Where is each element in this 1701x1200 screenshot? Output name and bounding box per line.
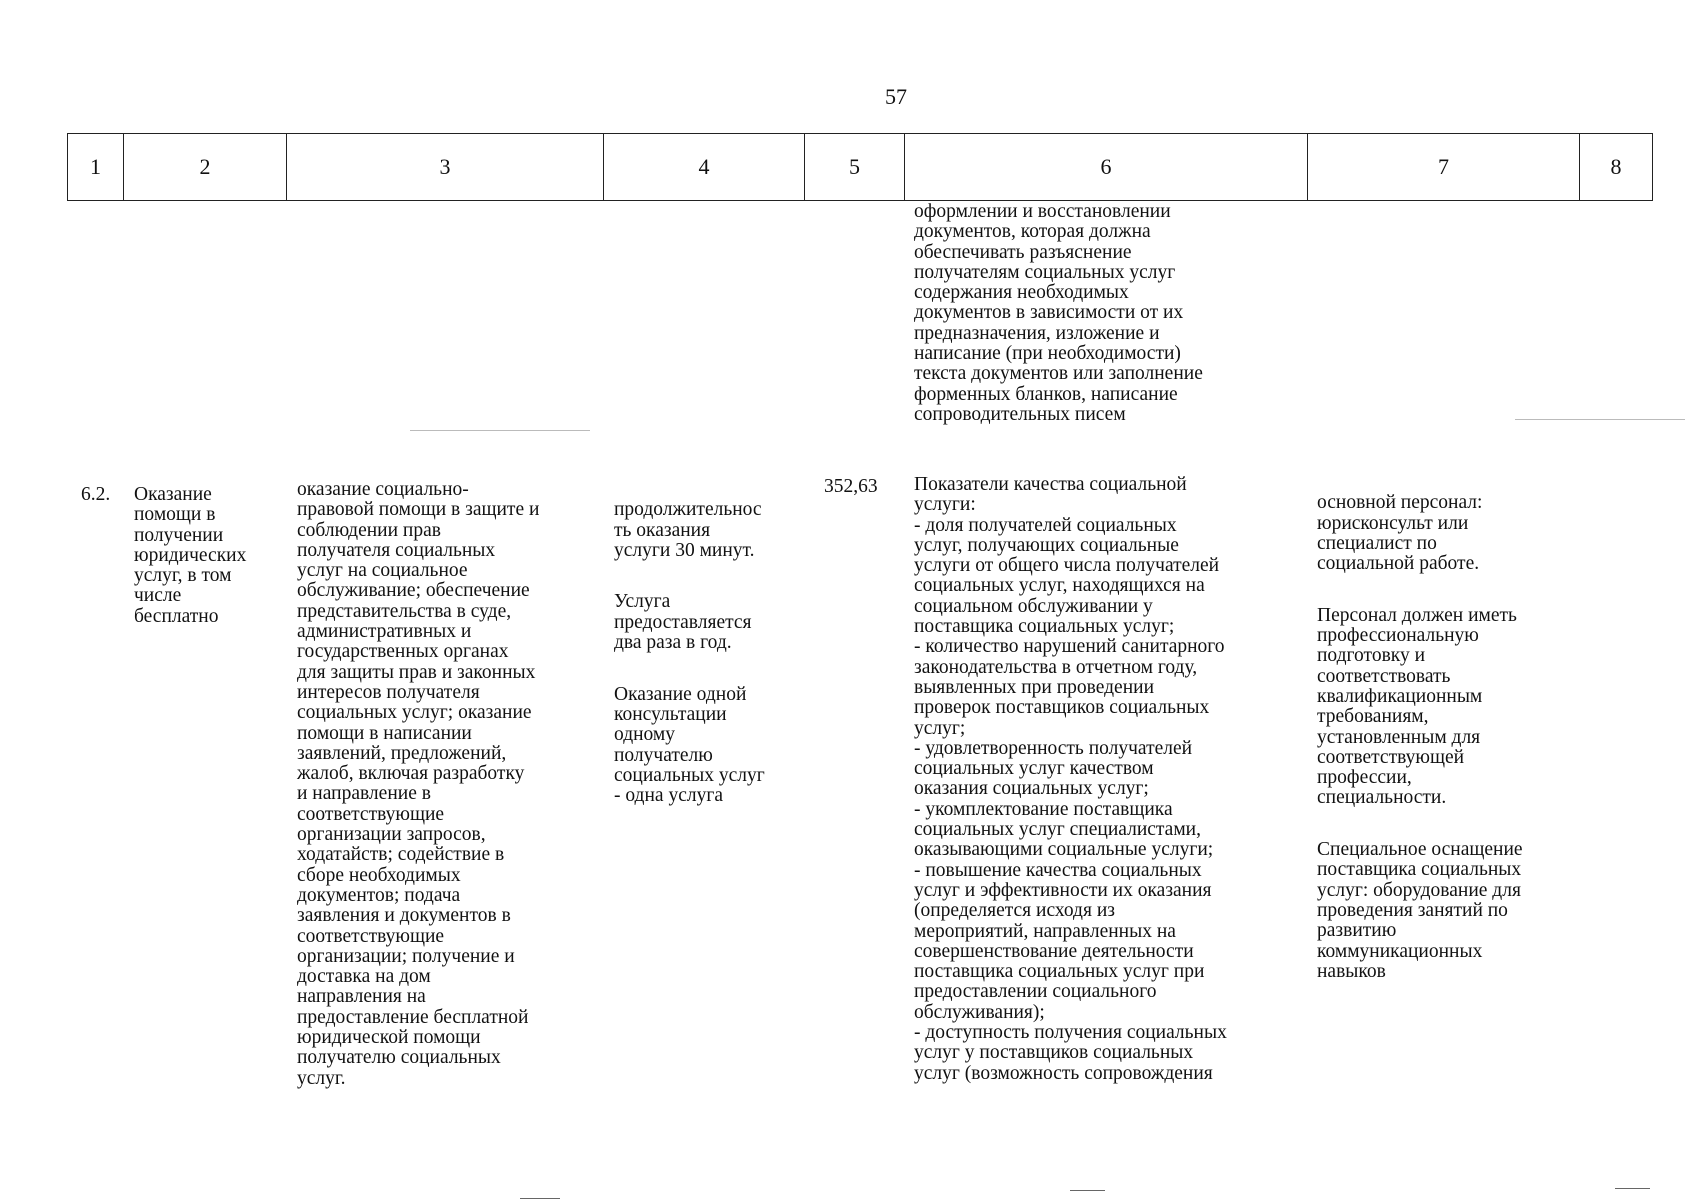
header-col-8: 8 [1580, 134, 1653, 201]
conditions-staff: основной персонал: юрисконсульт или специалист по социальной работе. [1317, 492, 1483, 575]
continuation-text-col6: оформлении и восстановлении документов, которая должна обеспечивать разъяснение получателям социальных услуг содержания необходимых документов в зависимости от их предназначения, изложение и написание (при необходимости) текста документов или заполнение форменных бланков, написание сопроводительных писем [914, 201, 1203, 425]
service-name: Оказание помощи в получении юридических услуг, в том числе бесплатно [134, 484, 247, 627]
header-col-4: 4 [604, 134, 805, 201]
conditions-qualification: Персонал должен иметь профессиональную подготовку и соответствовать квалификационным требованиям, установленным для соответствующей профессии, специальности. [1317, 604, 1517, 809]
terms-frequency: Услуга предоставляется два раза в год. [614, 591, 752, 654]
quality-indicators: Показатели качества социальной услуги: - доля получателей социальных услуг, получающих социальные услуги от общего числа получателей социальных услуг, находящихся на социальном обслуживании у поставщика социальных услуг; - количество нарушений санитарного законодательства в отчетном году, выявленных при проведении проверок поставщиков социальных услуг; - удовлетворенность получателей социальных услуг качеством оказания социальных услуг; - укомплектование поставщика социальных услуг специалистами, оказывающими социальные услуги; - повышение качества социальных услуг и эффективности их оказания (определяется исходя из мероприятий, направленных на совершенствование деятельности поставщика социальных услуг при предоставлении социального обслуживания); - доступность получения социальных услуг у поставщиков социальных услуг (возможность сопровождения [914, 474, 1227, 1084]
service-conditions [1317, 473, 1597, 1013]
scan-artifact [1615, 1188, 1650, 1189]
row-number: 6.2. [81, 484, 111, 505]
terms-duration: продолжительнос ть оказания услуги 30 минут. [614, 499, 762, 561]
header-col-2: 2 [124, 134, 287, 201]
scan-artifact [410, 430, 590, 431]
header-col-5: 5 [805, 134, 905, 201]
service-tariff: 352,63 [824, 476, 878, 497]
scan-artifact [520, 1198, 560, 1199]
header-col-6: 6 [905, 134, 1308, 201]
service-terms [614, 480, 824, 838]
terms-unit: Оказание одной консультации одному получателю социальных услуг - одна услуга [614, 683, 765, 807]
header-table [67, 133, 1653, 201]
service-description: оказание социально- правовой помощи в защите и соблюдении прав получателя социальных услуг на социальное обслуживание; обеспечение представительства в суде, административных и государственных органах для защиты прав и законных интересов получателя социальных услуг; оказание помощи в написании заявлений, предложений, жалоб, включая разработку и направление в соответствующие организации запросов, ходатайств; содействие в сборе необходимых документов; подача заявления и документов в соответствующие организации; получение и доставка на дом направления на предоставление бесплатной юридической помощи получателю социальных услуг. [297, 479, 540, 1089]
scan-artifact [1070, 1190, 1105, 1191]
page-number: 57 [885, 84, 907, 109]
header-col-1: 1 [68, 134, 124, 201]
header-row [68, 134, 1653, 201]
header-col-3: 3 [287, 134, 604, 201]
scan-artifact [1515, 419, 1685, 420]
header-col-7: 7 [1308, 134, 1580, 201]
conditions-equipment: Специальное оснащение поставщика социальных услуг: оборудование для проведения занятий по развитию коммуникационных навыков [1317, 839, 1523, 982]
